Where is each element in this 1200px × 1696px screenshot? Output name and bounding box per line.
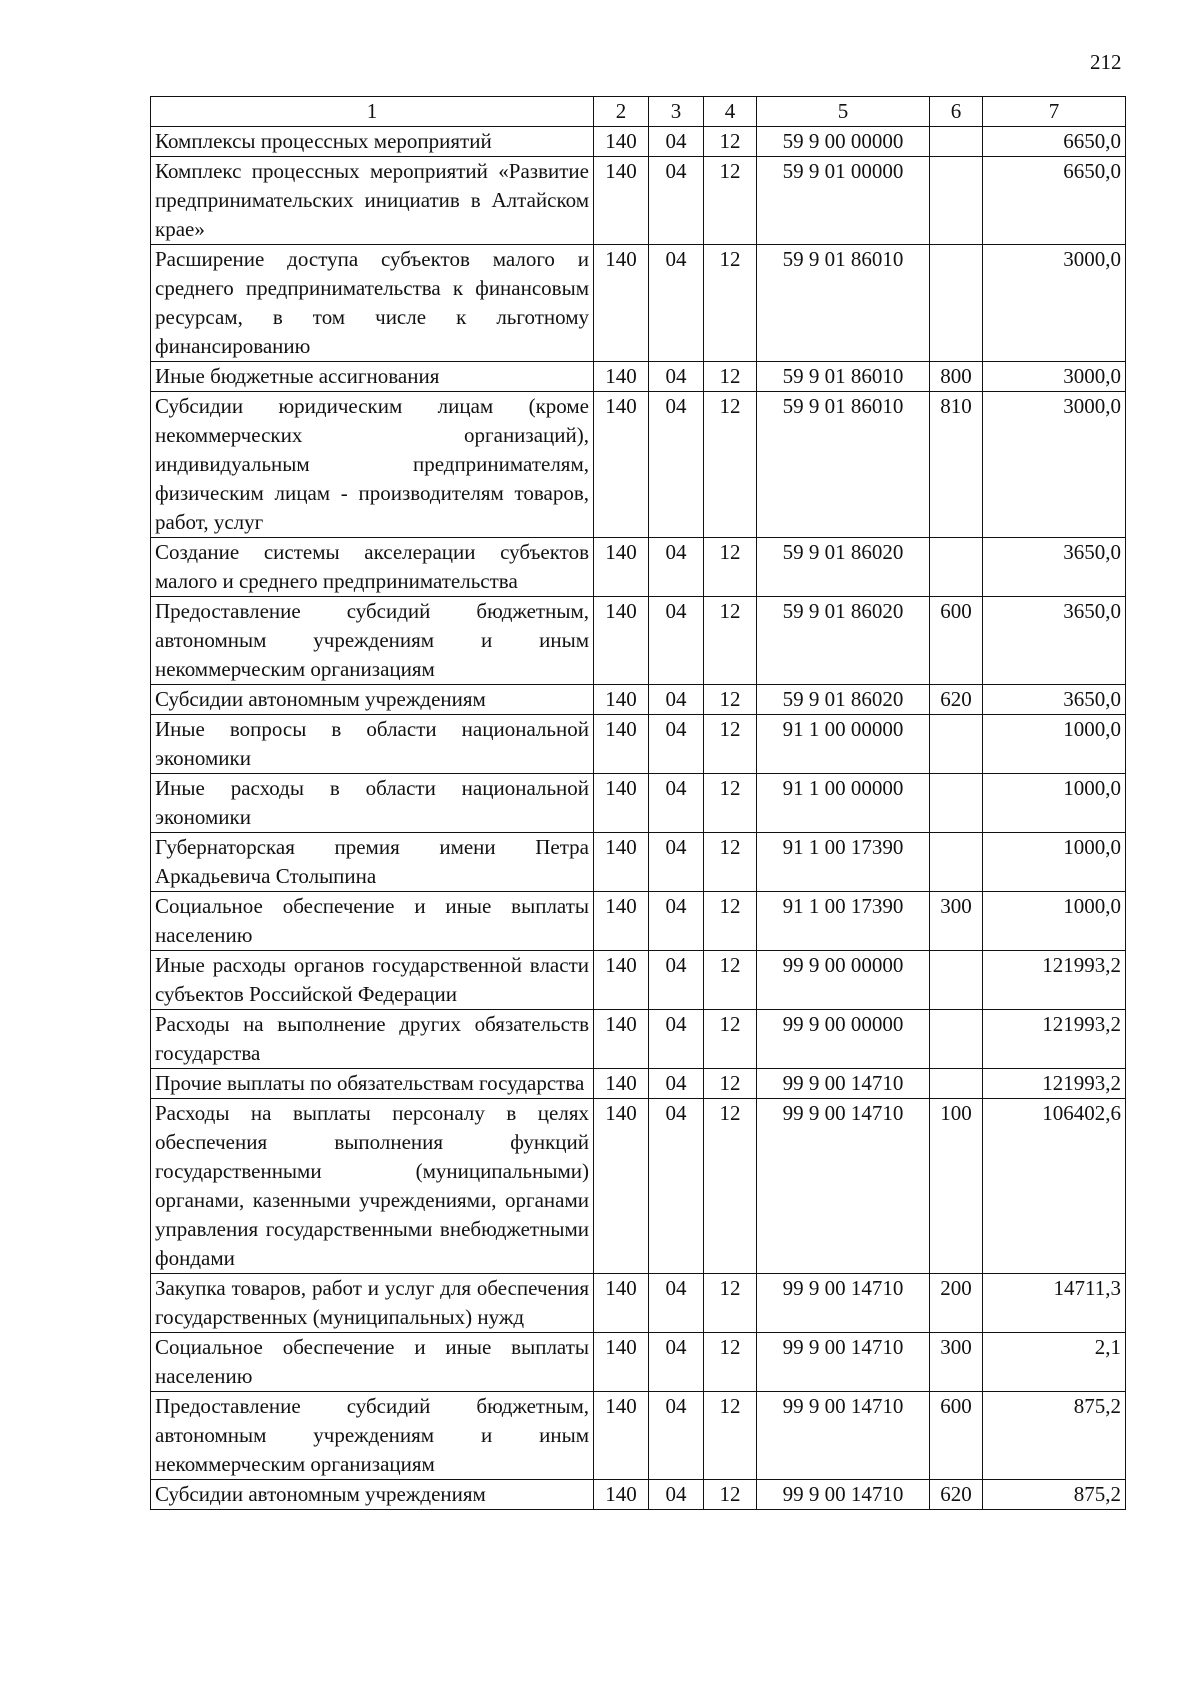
ministry-code-cell: 140 [594,833,649,892]
column-header: 4 [704,97,757,127]
section-code-cell: 04 [649,715,704,774]
target-article-cell: 91 1 00 00000 [757,774,930,833]
section-code-cell: 04 [649,538,704,597]
section-code-cell: 04 [649,951,704,1010]
amount-cell: 6650,0 [983,157,1126,245]
section-code-cell: 04 [649,1010,704,1069]
amount-cell: 1000,0 [983,833,1126,892]
table-row [151,1010,1126,1069]
table-row [151,892,1126,951]
table-row [151,1069,1126,1099]
section-code-cell: 04 [649,157,704,245]
table-row [151,157,1126,245]
amount-cell: 3650,0 [983,685,1126,715]
subsection-code-cell: 12 [704,685,757,715]
ministry-code-cell: 140 [594,715,649,774]
subsection-code-cell: 12 [704,892,757,951]
expense-type-cell [930,245,983,362]
target-article-cell: 91 1 00 17390 [757,892,930,951]
amount-cell: 3650,0 [983,597,1126,685]
table-row [151,597,1126,685]
amount-cell: 3000,0 [983,362,1126,392]
amount-cell: 1000,0 [983,892,1126,951]
item-name-cell: Социальное обеспечение и иные выплаты населению [151,1333,594,1392]
table-row [151,1480,1126,1510]
amount-cell: 1000,0 [983,774,1126,833]
target-article-cell: 99 9 00 14710 [757,1099,930,1274]
item-name-cell: Субсидии автономным учреждениям [151,685,594,715]
table-row [151,392,1126,538]
ministry-code-cell: 140 [594,538,649,597]
subsection-code-cell: 12 [704,1010,757,1069]
item-name-cell: Субсидии автономным учреждениям [151,1480,594,1510]
amount-cell: 14711,3 [983,1274,1126,1333]
ministry-code-cell: 140 [594,1392,649,1480]
ministry-code-cell: 140 [594,774,649,833]
target-article-cell: 99 9 00 00000 [757,1010,930,1069]
item-name-cell: Предоставление субсидий бюджетным, автономным учреждениям и иным некоммерческим организациям [151,1392,594,1480]
section-code-cell: 04 [649,892,704,951]
ministry-code-cell: 140 [594,1274,649,1333]
section-code-cell: 04 [649,597,704,685]
table-body [151,127,1126,1510]
budget-table [150,96,1126,1510]
subsection-code-cell: 12 [704,245,757,362]
target-article-cell: 59 9 01 86010 [757,362,930,392]
ministry-code-cell: 140 [594,127,649,157]
column-header: 7 [983,97,1126,127]
ministry-code-cell: 140 [594,1333,649,1392]
subsection-code-cell: 12 [704,157,757,245]
target-article-cell: 59 9 00 00000 [757,127,930,157]
expense-type-cell: 600 [930,597,983,685]
item-name-cell: Расширение доступа субъектов малого и среднего предпринимательства к финансовым ресурсам, в том числе к льготному финансированию [151,245,594,362]
column-header: 3 [649,97,704,127]
subsection-code-cell: 12 [704,774,757,833]
expense-type-cell [930,715,983,774]
item-name-cell: Создание системы акселерации субъектов малого и среднего предпринимательства [151,538,594,597]
table-row [151,1274,1126,1333]
subsection-code-cell: 12 [704,127,757,157]
ministry-code-cell: 140 [594,685,649,715]
item-name-cell: Комплекс процессных мероприятий «Развитие предпринимательских инициатив в Алтайском крае» [151,157,594,245]
ministry-code-cell: 140 [594,892,649,951]
table-row [151,1099,1126,1274]
item-name-cell: Закупка товаров, работ и услуг для обеспечения государственных (муниципальных) нужд [151,1274,594,1333]
section-code-cell: 04 [649,774,704,833]
subsection-code-cell: 12 [704,1333,757,1392]
expense-type-cell: 620 [930,1480,983,1510]
section-code-cell: 04 [649,833,704,892]
section-code-cell: 04 [649,362,704,392]
expense-type-cell: 810 [930,392,983,538]
amount-cell: 6650,0 [983,127,1126,157]
amount-cell: 3000,0 [983,245,1126,362]
amount-cell: 106402,6 [983,1099,1126,1274]
column-header: 2 [594,97,649,127]
subsection-code-cell: 12 [704,1480,757,1510]
expense-type-cell: 300 [930,1333,983,1392]
ministry-code-cell: 140 [594,1480,649,1510]
subsection-code-cell: 12 [704,597,757,685]
subsection-code-cell: 12 [704,1069,757,1099]
subsection-code-cell: 12 [704,833,757,892]
item-name-cell: Иные бюджетные ассигнования [151,362,594,392]
ministry-code-cell: 140 [594,392,649,538]
expense-type-cell [930,538,983,597]
amount-cell: 121993,2 [983,1069,1126,1099]
section-code-cell: 04 [649,1099,704,1274]
item-name-cell: Предоставление субсидий бюджетным, автономным учреждениям и иным некоммерческим организациям [151,597,594,685]
section-code-cell: 04 [649,127,704,157]
section-code-cell: 04 [649,1069,704,1099]
page-number: 212 [1090,50,1122,74]
section-code-cell: 04 [649,245,704,362]
item-name-cell: Субсидии юридическим лицам (кроме некоммерческих организаций), индивидуальным предпринимателям, физическим лицам - производителям товаров, работ, услуг [151,392,594,538]
amount-cell: 121993,2 [983,1010,1126,1069]
subsection-code-cell: 12 [704,392,757,538]
subsection-code-cell: 12 [704,951,757,1010]
ministry-code-cell: 140 [594,1069,649,1099]
ministry-code-cell: 140 [594,597,649,685]
section-code-cell: 04 [649,1274,704,1333]
table-row [151,774,1126,833]
header-row [151,97,1126,127]
expense-type-cell [930,157,983,245]
subsection-code-cell: 12 [704,1392,757,1480]
ministry-code-cell: 140 [594,1010,649,1069]
amount-cell: 121993,2 [983,951,1126,1010]
section-code-cell: 04 [649,685,704,715]
amount-cell: 3000,0 [983,392,1126,538]
column-header: 5 [757,97,930,127]
section-code-cell: 04 [649,392,704,538]
subsection-code-cell: 12 [704,715,757,774]
target-article-cell: 99 9 00 00000 [757,951,930,1010]
expense-type-cell [930,1010,983,1069]
column-header: 6 [930,97,983,127]
table-row [151,715,1126,774]
target-article-cell: 99 9 00 14710 [757,1274,930,1333]
target-article-cell: 99 9 00 14710 [757,1480,930,1510]
table-row [151,951,1126,1010]
section-code-cell: 04 [649,1392,704,1480]
section-code-cell: 04 [649,1480,704,1510]
table-row [151,833,1126,892]
expense-type-cell: 200 [930,1274,983,1333]
expense-type-cell [930,1069,983,1099]
amount-cell: 875,2 [983,1392,1126,1480]
item-name-cell: Комплексы процессных мероприятий [151,127,594,157]
ministry-code-cell: 140 [594,245,649,362]
amount-cell: 1000,0 [983,715,1126,774]
item-name-cell: Иные расходы в области национальной экономики [151,774,594,833]
subsection-code-cell: 12 [704,1274,757,1333]
expense-type-cell: 800 [930,362,983,392]
section-code-cell: 04 [649,1333,704,1392]
expense-type-cell: 620 [930,685,983,715]
target-article-cell: 59 9 01 86010 [757,245,930,362]
expense-type-cell: 600 [930,1392,983,1480]
table-row [151,362,1126,392]
table-row [151,127,1126,157]
amount-cell: 875,2 [983,1480,1126,1510]
target-article-cell: 59 9 01 86020 [757,538,930,597]
subsection-code-cell: 12 [704,362,757,392]
target-article-cell: 59 9 01 00000 [757,157,930,245]
expense-type-cell [930,127,983,157]
expense-type-cell [930,951,983,1010]
item-name-cell: Губернаторская премия имени Петра Аркадьевича Столыпина [151,833,594,892]
amount-cell: 3650,0 [983,538,1126,597]
table-row [151,538,1126,597]
expense-type-cell [930,774,983,833]
target-article-cell: 59 9 01 86020 [757,597,930,685]
item-name-cell: Социальное обеспечение и иные выплаты населению [151,892,594,951]
expense-type-cell: 100 [930,1099,983,1274]
expense-type-cell: 300 [930,892,983,951]
item-name-cell: Прочие выплаты по обязательствам государства [151,1069,594,1099]
table-row [151,1392,1126,1480]
subsection-code-cell: 12 [704,1099,757,1274]
target-article-cell: 59 9 01 86010 [757,392,930,538]
target-article-cell: 99 9 00 14710 [757,1333,930,1392]
target-article-cell: 91 1 00 17390 [757,833,930,892]
item-name-cell: Иные вопросы в области национальной экономики [151,715,594,774]
ministry-code-cell: 140 [594,1099,649,1274]
table-row [151,1333,1126,1392]
ministry-code-cell: 140 [594,157,649,245]
column-header: 1 [151,97,594,127]
target-article-cell: 91 1 00 00000 [757,715,930,774]
target-article-cell: 99 9 00 14710 [757,1069,930,1099]
subsection-code-cell: 12 [704,538,757,597]
target-article-cell: 99 9 00 14710 [757,1392,930,1480]
item-name-cell: Расходы на выполнение других обязательств государства [151,1010,594,1069]
table-row [151,245,1126,362]
item-name-cell: Расходы на выплаты персоналу в целях обеспечения выполнения функций государственными (муниципальными) органами, казенными учреждениями, органами управления государственными внебюджетными фондами [151,1099,594,1274]
item-name-cell: Иные расходы органов государственной власти субъектов Российской Федерации [151,951,594,1010]
amount-cell: 2,1 [983,1333,1126,1392]
ministry-code-cell: 140 [594,951,649,1010]
expense-type-cell [930,833,983,892]
ministry-code-cell: 140 [594,362,649,392]
table-row [151,685,1126,715]
target-article-cell: 59 9 01 86020 [757,685,930,715]
